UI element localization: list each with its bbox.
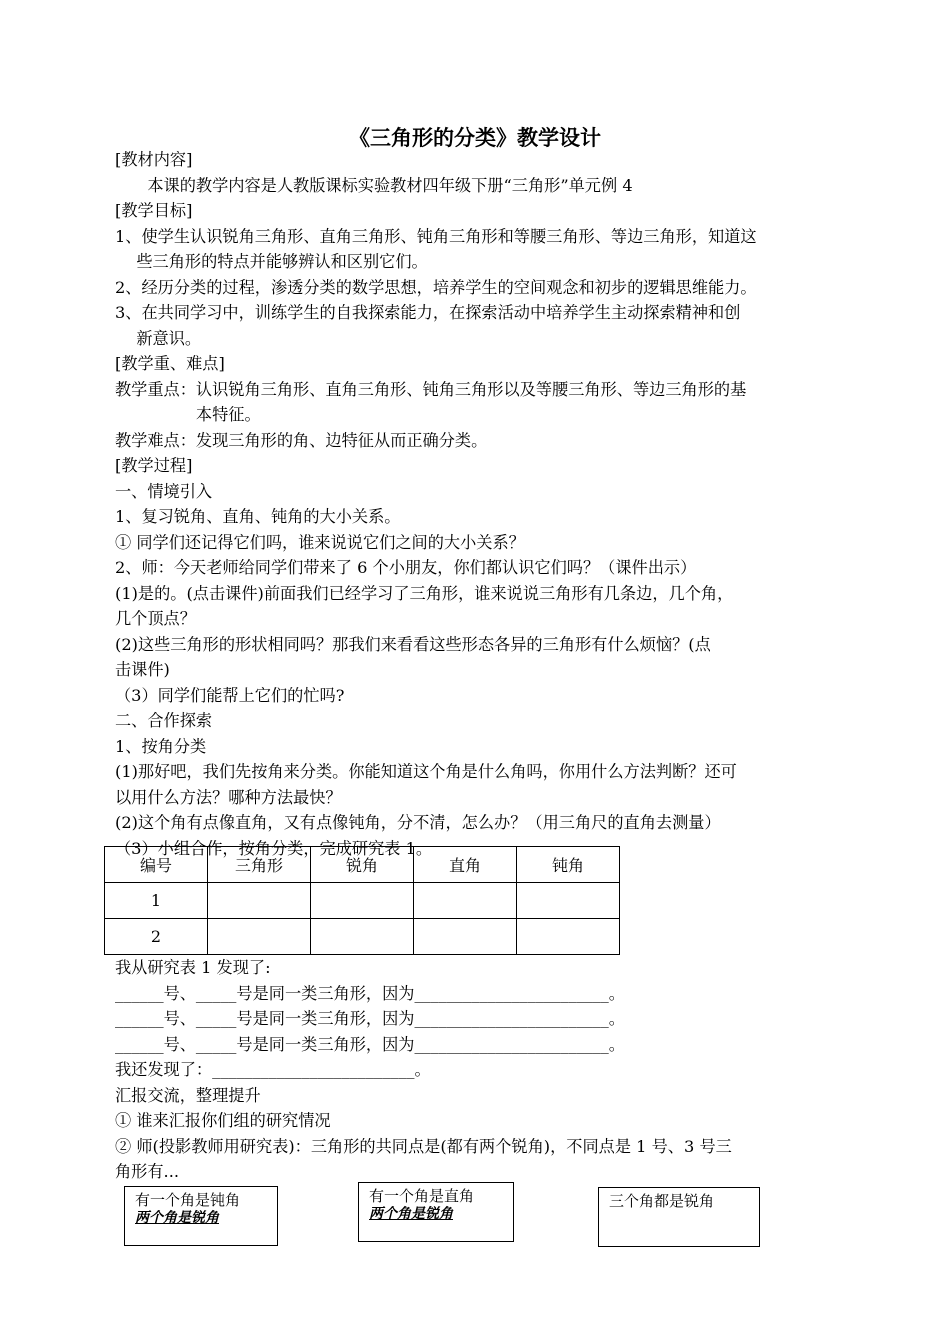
box-line: 有一个角是钝角 [135, 1191, 241, 1209]
text-line: [教学过程] [115, 456, 193, 475]
text-line: 本特征。 [115, 405, 261, 424]
table-header: 锐角 [311, 847, 414, 883]
text-line: 汇报交流，整理提升 [115, 1085, 261, 1105]
table-header: 直角 [414, 847, 517, 883]
category-box-obtuse [124, 1186, 278, 1246]
text-line: ______号、_____号是同一类三角形，因为________________________。 [115, 1034, 625, 1054]
text-line: 一、情境引入 [115, 481, 213, 501]
text-line: 本课的教学内容是人教版课标实验教材四年级下册“三角形”单元例 4 [115, 175, 633, 195]
text-line: 几个顶点？ [115, 609, 196, 628]
text-line: 二、合作探索 [115, 711, 213, 730]
table-header-row [105, 847, 620, 883]
box-line-emphasis: 两个角是锐角 [135, 1210, 219, 1226]
text-line: 1、按角分类 [115, 736, 207, 756]
document-title: 《三角形的分类》教学设计 [349, 126, 601, 150]
text-line: (1)是的。(点击课件)前面我们已经学习了三角形，谁来说说三角形有几条边，几个角， [115, 583, 734, 603]
text-line: （3）同学们能帮上它们的忙吗? [115, 685, 345, 705]
text-line: 1、使学生认识锐角三角形、直角三角形、钝角三角形和等腰三角形、等边三角形，知道这 [115, 226, 757, 246]
text-line: ① 谁来汇报你们组的研究情况 [115, 1111, 331, 1130]
text-line: 些三角形的特点并能够辨认和区别它们。 [115, 252, 428, 271]
text-line: 我从研究表 1 发现了: [115, 958, 271, 977]
box-line-emphasis: 两个角是锐角 [369, 1206, 453, 1222]
box-line: 有一个角是直角 [369, 1187, 475, 1205]
text-line: 1、复习锐角、直角、钝角的大小关系。 [115, 507, 401, 526]
text-line: (2)这些三角形的形状相同吗？那我们来看看这些形态各异的三角形有什么烦恼？(点 [115, 634, 711, 654]
text-line: ① 同学们还记得它们吗，谁来说说它们之间的大小关系？ [115, 532, 525, 552]
table-cell [311, 919, 414, 955]
text-line: [教材内容] [115, 150, 193, 169]
table-cell [414, 919, 517, 955]
text-line: ______号、_____号是同一类三角形，因为________________________。 [115, 1009, 625, 1028]
text-line: 以用什么方法？哪种方法最快？ [115, 787, 342, 807]
table-header: 三角形 [208, 847, 311, 883]
text-line: 新意识。 [115, 328, 202, 348]
text-line: [教学目标] [115, 201, 193, 220]
table-cell: 2 [105, 919, 208, 955]
text-line: ② 师(投影教师用研究表)：三角形的共同点是(都有两个锐角)，不同点是 1 号、3 号三 [115, 1136, 732, 1156]
table-cell [208, 883, 311, 919]
text-line: 我还发现了：_________________________。 [115, 1060, 431, 1079]
table-cell [414, 883, 517, 919]
category-box-acute [598, 1187, 760, 1247]
table-header: 编号 [105, 847, 208, 883]
text-line: 教学重点：认识锐角三角形、直角三角形、钝角三角形以及等腰三角形、等边三角形的基 [115, 379, 747, 399]
table-row [105, 919, 620, 955]
category-box-right [358, 1182, 514, 1242]
text-line: 2、经历分类的过程，渗透分类的数学思想，培养学生的空间观念和初步的逻辑思维能力。 [115, 277, 757, 297]
table-cell: 1 [105, 883, 208, 919]
box-line: 三个角都是锐角 [609, 1192, 715, 1210]
text-line: 角形有... [115, 1162, 179, 1181]
text-line: ______号、_____号是同一类三角形，因为________________________。 [115, 983, 625, 1003]
table-cell [517, 919, 620, 955]
table-cell [517, 883, 620, 919]
table-cell [311, 883, 414, 919]
research-table [104, 846, 620, 955]
table-row [105, 883, 620, 919]
text-line: (1)那好吧，我们先按角来分类。你能知道这个角是什么角吗，你用什么方法判断？还可 [115, 762, 737, 781]
text-line: （3）小组合作，按角分类，完成研究表 1。 [115, 838, 433, 858]
text-line: [教学重、难点] [115, 354, 225, 373]
table-header: 钝角 [517, 847, 620, 883]
text-line: 2、师：今天老师给同学们带来了 6 个小朋友，你们都认识它们吗？（课件出示） [115, 558, 697, 577]
text-line: (2)这个角有点像直角，又有点像钝角，分不清，怎么办？（用三角尺的直角去测量） [115, 813, 721, 832]
text-line: 击课件) [115, 660, 170, 679]
text-line: 教学难点：发现三角形的角、边特征从而正确分类。 [115, 430, 488, 450]
text-line: 3、在共同学习中，训练学生的自我探索能力，在探索活动中培养学生主动探索精神和创 [115, 303, 741, 322]
table-cell [208, 919, 311, 955]
